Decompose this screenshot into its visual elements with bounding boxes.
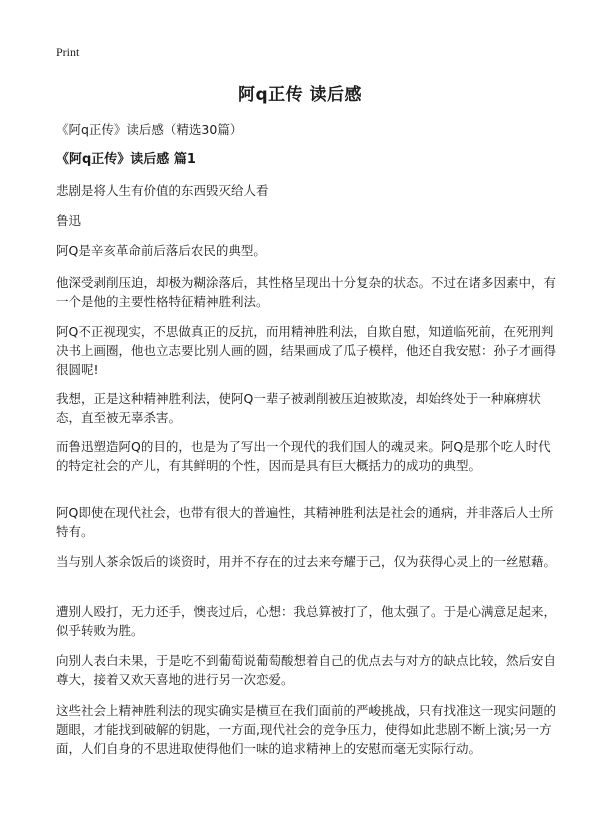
paragraph: 阿Q是辛亥革命前后落后农民的典型。 (56, 243, 266, 258)
paragraph: 当与别人茶余饭后的谈资时，用并不存在的过去来夸耀于己，仅为获得心灵上的一丝慰藉。 (56, 554, 557, 569)
document-subtitle: 《阿q正传》读后感（精选30篇） (56, 122, 243, 137)
paragraph: 这些社会上精神胜利法的现实确实是横亘在我们面前的严峻挑战，只有找准这一现实问题的题眼，才能找到破解的钥匙，一方面,现代社会的竞争压力，使得如此悲剧不断上演;另一方面，人们自身的不思进取使得他们一味的追求精神上的安慰而毫无实际行动。 (56, 703, 557, 756)
paragraph-author: 鲁迅 (56, 213, 82, 228)
section-heading: 《阿q正传》读后感 篇1 (56, 152, 196, 167)
page-title: 阿q正传 读后感 (237, 85, 363, 105)
paragraph: 他深受剥削压迫，却极为糊涂落后，其性格呈现出十分复杂的状态。不过在诸多因素中，有一个是他的主要性格特征精神胜利法。 (56, 275, 557, 309)
print-link[interactable]: Print (56, 45, 80, 59)
paragraph: 而鲁迅塑造阿Q的目的，也是为了写出一个现代的我们国人的魂灵来。阿Q是那个吃人时代的特定社会的产儿，有其鲜明的个性，因而是具有巨大概括力的成功的典型。 (56, 439, 551, 473)
paragraph: 遭别人殴打，无力还手，懊丧过后，心想：我总算被打了，他太强了。于是心满意足起来，似乎转败为胜。 (56, 604, 557, 638)
paragraph: 阿Q不正视现实，不思做真正的反抗，而用精神胜利法，自欺自慰，知道临死前，在死刑判决书上画圈，他也立志要比别人画的圆，结果画成了瓜子模样，他还自我安慰：孙子才画得很圆呢! (56, 324, 557, 377)
paragraph: 阿Q即使在现代社会，也带有很大的普遍性，其精神胜利法是社会的通病，并非落后人士所特有。 (56, 505, 554, 539)
paragraph-epigraph: 悲剧是将人生有价值的东西毁灭给人看 (56, 183, 269, 198)
paragraph: 向别人表白未果，于是吃不到葡萄说葡萄酸想着自己的优点去与对方的缺点比较，然后安自尊大，接着又欢天喜地的进行另一次恋爱。 (56, 653, 557, 687)
paragraph: 我想，正是这种精神胜利法，使阿Q一辈子被剥削被压迫被欺凌，却始终处于一种麻痹状态，直至被无辜杀害。 (56, 391, 541, 425)
